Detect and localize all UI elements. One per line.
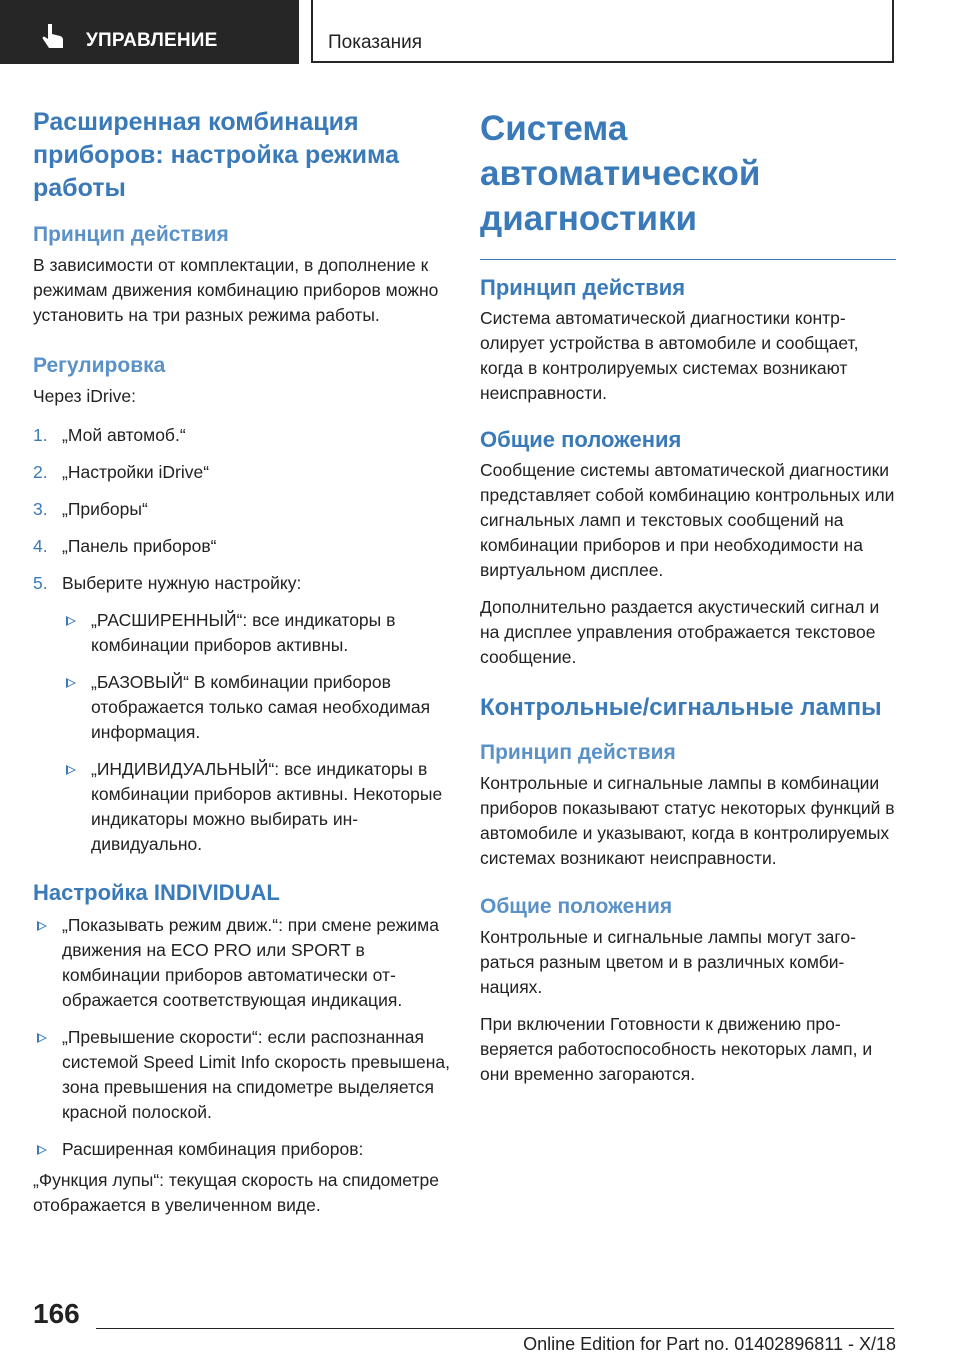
triangle-bullet-icon	[66, 616, 76, 626]
modes-list	[62, 608, 453, 857]
right-title: Система автоматической диагностики	[480, 109, 761, 238]
mode-item: „БАЗОВЫЙ“ В комбинации приборов отображается только самая необходимая информация.	[62, 670, 453, 745]
general-text-1: Сообщение системы автоматической диагностики представляет собой комбинацию контрольных или сигнальных ламп и текстовых сообщений на комбинации приборов и при необходимости на виртуальном дисплее.	[480, 460, 895, 580]
general-heading: Общие положения	[480, 427, 682, 452]
section-tab	[0, 0, 299, 64]
right-column	[480, 106, 896, 1087]
right-principle-heading: Принцип действия	[480, 275, 686, 300]
triangle-bullet-icon	[37, 921, 47, 931]
page-number: 166	[33, 1298, 80, 1329]
individual-heading: Настройка INDIVIDUAL	[33, 880, 280, 905]
lamps-general-heading: Общие положения	[480, 895, 673, 918]
left-principle-heading: Принцип действия	[33, 223, 229, 246]
via-idrive: Через iDrive:	[33, 386, 136, 406]
mode-item: „РАСШИРЕННЫЙ“: все индикаторы в комбинации приборов активны.	[62, 608, 453, 658]
individual-item: „Показывать режим движ.“: при смене режима движения на ECO PRO или SPORT в комбинации приборов автоматически отображается соответствующая индикация.	[33, 913, 453, 1013]
right-principle-text: Система автоматической диагностики контролирует устройства в автомобиле и сообщает, когда в контролируемых системах возникают неисправности.	[480, 308, 859, 403]
individual-item: Расширенная комбинация приборов:	[33, 1137, 453, 1162]
step-item: 1. „Мой автомоб.“	[33, 425, 186, 445]
steps-list	[33, 423, 453, 596]
step-item: 5. Выберите нужную настройку:	[33, 573, 302, 593]
lamps-general-text-1: Контрольные и сигнальные лампы могут загораться разным цветом и в различных комбинациях.	[480, 927, 856, 997]
lamps-principle-text: Контрольные и сигнальные лампы в комбинации приборов показывают статус некоторых функций в автомобиле и указывают, когда в контролируемых системах возникают неисправности.	[480, 773, 895, 868]
triangle-bullet-icon	[66, 765, 76, 775]
left-title: Расширенная комбинация приборов: настройка режима работы	[33, 108, 400, 202]
footer-divider	[96, 1328, 894, 1329]
title-divider	[480, 259, 896, 260]
chapter-label: Показания	[328, 32, 422, 53]
triangle-bullet-icon	[37, 1033, 47, 1043]
lamps-principle-heading: Принцип действия	[480, 741, 676, 764]
general-text-2: Дополнительно раздается акустический сигнал и на дисплее управления отображается текстовое сообщение.	[480, 597, 880, 667]
step-item: 3. „Приборы“	[33, 499, 148, 519]
lamps-heading: Контрольные/сигнальные лампы	[480, 694, 882, 721]
hand-pointer-icon	[38, 21, 68, 51]
triangle-bullet-icon	[37, 1145, 47, 1155]
magnifier-text: „Функция лупы“: текущая скорость на спидометре отображается в увеличенном виде.	[33, 1170, 439, 1215]
edition-text: Online Edition for Part no. 01402896811 - X/18	[523, 1334, 896, 1354]
step-item: 4. „Панель приборов“	[33, 536, 217, 556]
chapter-tab	[311, 0, 894, 63]
step-item: 2. „Настройки iDrive“	[33, 462, 210, 482]
individual-list	[33, 913, 453, 1162]
individual-item: „Превышение скорости“: если распознанная системой Speed Limit Info скорость превышена, зона превышения на спидометре выделяется красной полоской.	[33, 1025, 453, 1125]
triangle-bullet-icon	[66, 678, 76, 688]
left-column	[33, 106, 453, 1218]
left-principle-text: В зависимости от комплектации, в дополнение к режимам движения комбинацию приборов можно установить на три разных режима работы.	[33, 255, 439, 325]
section-label: УПРАВЛЕНИЕ	[86, 30, 218, 51]
lamps-general-text-2: При включении Готовности к движению проверяется работоспособность некоторых ламп, и они временно загораются.	[480, 1014, 873, 1084]
mode-item: „ИНДИВИДУАЛЬНЫЙ“: все индикаторы в комбинации приборов активны. Некоторые индикаторы можно выбирать индивидуально.	[62, 757, 453, 857]
regulation-heading: Регулировка	[33, 354, 166, 377]
